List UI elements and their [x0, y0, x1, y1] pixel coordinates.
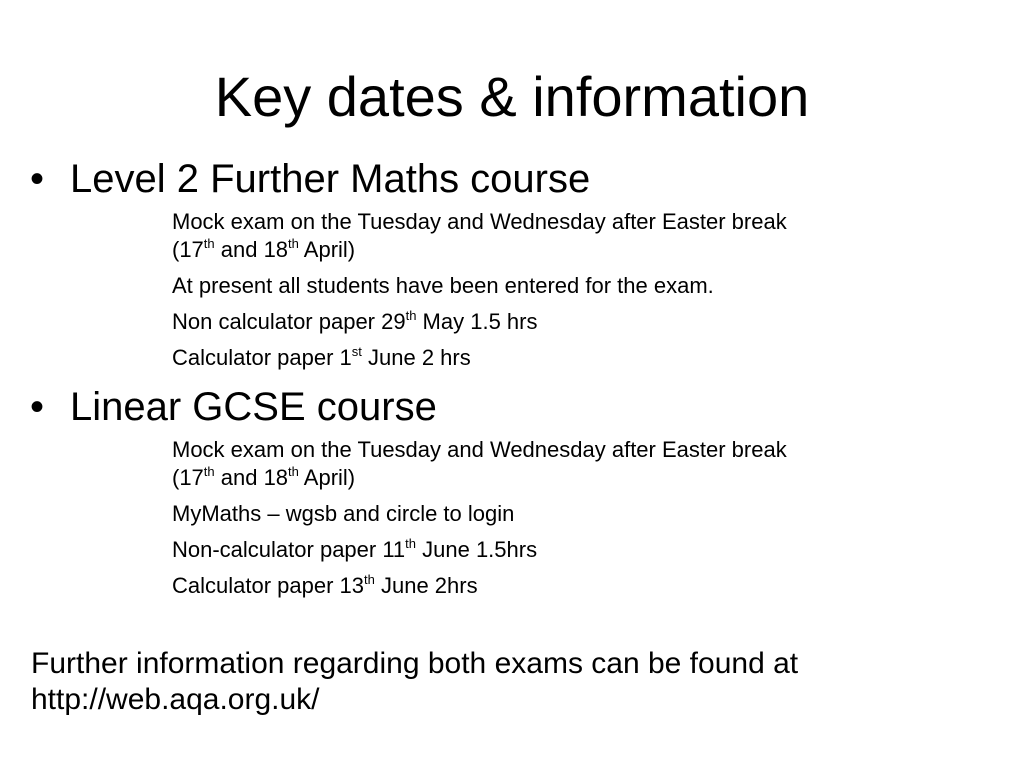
mock-exam-dates: (17th and 18th April) [172, 463, 356, 490]
entered-line: At present all students have been entered for the exam. [172, 273, 714, 298]
bullet-further-maths [30, 156, 590, 202]
further-info-text: Further information regarding both exams can be found at [31, 647, 799, 680]
noncalc-paper-line: Non calculator paper 29th May 1.5 hrs [172, 307, 538, 334]
bullet-dot: • [30, 385, 45, 429]
bullet-heading: Level 2 Further Maths course [70, 157, 591, 201]
linear-gcse-details [172, 436, 972, 600]
further-info [31, 646, 798, 718]
aqa-link[interactable]: http://web.aqa.org.uk/ [31, 683, 320, 716]
bullet-dot: • [30, 157, 45, 201]
mock-exam-dates: (17th and 18th April) [172, 235, 356, 262]
calc-paper-line: Calculator paper 1st June 2 hrs [172, 343, 471, 370]
further-maths-details [172, 208, 972, 372]
mock-exam-line: Mock exam on the Tuesday and Wednesday after Easter break [172, 209, 787, 234]
slide-title: Key dates & information [214, 65, 810, 128]
mymaths-line: MyMaths – wgsb and circle to login [172, 501, 515, 526]
bullet-heading: Linear GCSE course [70, 385, 437, 429]
bullet-linear-gcse [30, 384, 437, 430]
calc-paper-line: Calculator paper 13th June 2hrs [172, 571, 478, 598]
noncalc-paper-line: Non-calculator paper 11th June 1.5hrs [172, 535, 538, 562]
mock-exam-line: Mock exam on the Tuesday and Wednesday after Easter break [172, 437, 787, 462]
